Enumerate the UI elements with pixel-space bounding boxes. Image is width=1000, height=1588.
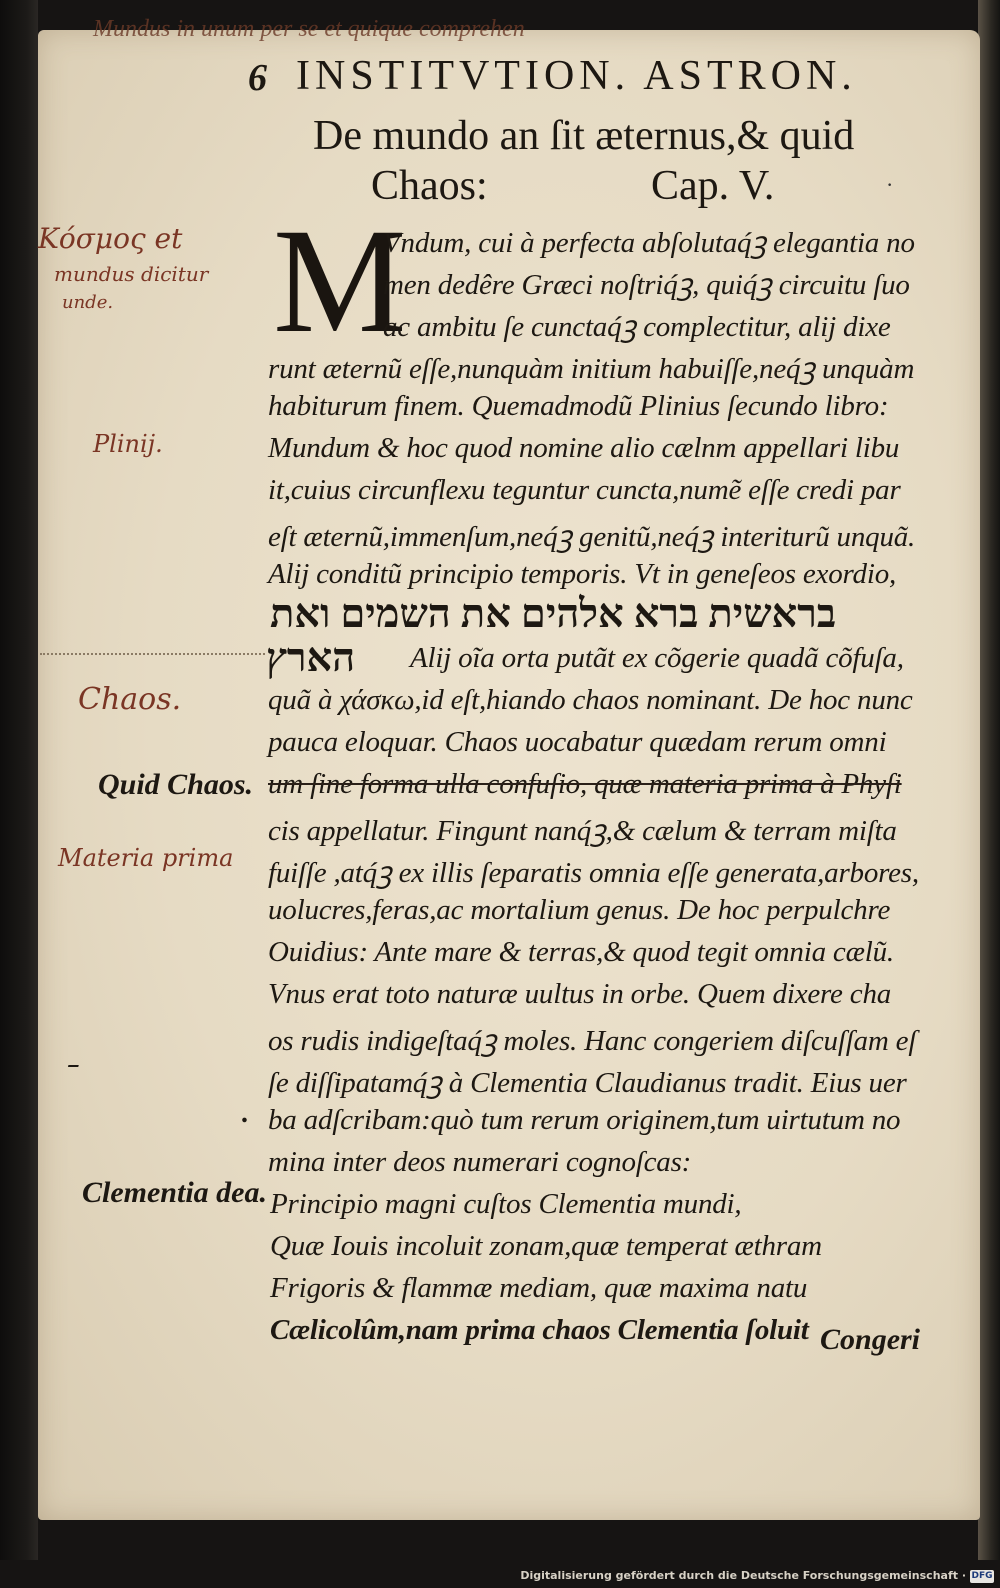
margin-dash-mark: ⁻ <box>64 1058 77 1084</box>
verse-line: Cælicolûm,nam prima chaos Clementia ſoluit <box>270 1314 809 1346</box>
body-line: habiturum finem. Quemadmodũ Plinius ſecundo libro: <box>268 390 889 422</box>
body-line: Mundum & hoc quod nomine alio cælnm appellari libu <box>268 432 900 464</box>
body-line: Alij oĩa orta putãt ex cõgerie quadã cõfuſa, <box>410 642 904 674</box>
page-number: 6 <box>248 57 267 99</box>
body-line: ba adſcribam:quò tum rerum originem,tum uirtutum no <box>268 1104 901 1136</box>
body-line: quã à χάσκω,id eſt,hiando chaos nominant. De hoc nunc <box>268 684 913 716</box>
body-line: uolucres,feras,ac mortalium genus. De hoc perpulchre <box>268 894 891 926</box>
verse-line: Frigoris & flammæ mediam, quæ maxima natu <box>270 1272 808 1304</box>
body-line: men dedêre Græci noſtriq́ꝫ, quiq́ꝫ circuitu ſuo <box>383 269 910 301</box>
body-line: Ouidius: Ante mare & terras,& quod tegit omnia cælũ. <box>268 936 894 968</box>
hebrew-quotation-line: הארץ <box>266 635 356 680</box>
body-line: Alij conditũ principio temporis. Vt in geneſeos exordio, <box>268 558 897 590</box>
body-line-underlined: um ſine forma ulla confuſio, quæ materia prima à Phyſi <box>268 768 902 800</box>
page-dot-mark: · <box>886 172 894 197</box>
body-line: eſt æternũ,immenſum,neq́ꝫ genitũ,neq́ꝫ interiturũ unquã. <box>268 521 916 553</box>
margin-note-kosmos: mundus dicitur <box>54 262 209 286</box>
margin-note-quid-chaos: Quid Chaos. <box>98 768 254 801</box>
body-line: Vndum, cui à perfecta abſolutaq́ꝫ elegantia no <box>383 227 915 259</box>
drop-cap-initial: M <box>273 198 407 364</box>
verse-line: Quæ Iouis incoluit zonam,quæ temperat æthram <box>270 1230 822 1262</box>
margin-dot-mark: . <box>242 1098 249 1129</box>
verse-line: Principio magni cuſtos Clementia mundi, <box>270 1188 742 1220</box>
body-line: mina inter deos numerari cognoſcas: <box>268 1146 692 1178</box>
digitization-credit: Digitalisierung gefördert durch die Deutsche Forschungsgemeinschaft · <box>520 1569 966 1582</box>
body-line: fuiſſe ,atq́ꝫ ex illis ſeparatis omnia eſſe generata,arbores, <box>268 857 919 889</box>
body-line: Vnus erat toto naturæ uultus in orbe. Quem dixere cha <box>268 978 892 1010</box>
margin-note-clementia: Clementia dea. <box>82 1176 267 1209</box>
running-head: INSTITVTION. ASTRON. <box>296 53 857 99</box>
margin-dotted-rule <box>40 653 265 655</box>
body-line: ſe diſſipatamq́ꝫ à Clementia Claudianus tradit. Eius uer <box>268 1067 907 1099</box>
margin-note-kosmos: Κόσμος et <box>38 222 183 255</box>
chapter-title-line-1: De mundo an ſit æternus,& quid <box>313 113 855 159</box>
page-stack-edge <box>978 0 1000 1560</box>
catchword: Congeri <box>820 1323 921 1356</box>
dfg-logo: DFG <box>971 1571 993 1581</box>
body-line: ac ambitu ſe cunctaq́ꝫ complectitur, alij dixe <box>383 311 891 343</box>
margin-note-plinius: Plinij. <box>93 430 163 458</box>
body-line: os rudis indigeſtaq́ꝫ moles. Hanc congeriem diſcuſſam eſ <box>268 1025 917 1057</box>
chapter-title-line-2: Chaos: <box>371 163 488 209</box>
body-line: it,cuius circunflexu teguntur cuncta,numẽ eſſe credi par <box>268 474 901 506</box>
body-line: runt æternũ eſſe,nunquàm initium habuiſſe,neq́ꝫ unquàm <box>268 353 915 385</box>
handwritten-header-note: Mundus in unum per se et quique comprehen <box>93 16 525 42</box>
book-page <box>38 16 980 1520</box>
chapter-number: Cap. V. <box>651 163 775 209</box>
margin-note-chaos: Chaos. <box>78 682 182 717</box>
margin-note-kosmos: unde. <box>62 292 114 313</box>
body-line: cis appellatur. Fingunt nanq́ꝫ,& cælum & terram miſta <box>268 815 897 847</box>
body-line: pauca eloquar. Chaos uocabatur quædam rerum omni <box>268 726 887 758</box>
margin-note-materia: Materia prima <box>58 844 234 872</box>
book-binding-edge <box>0 0 38 1560</box>
hebrew-quotation-line: בראשית ברא אלהים את השמים ואת <box>270 591 837 636</box>
